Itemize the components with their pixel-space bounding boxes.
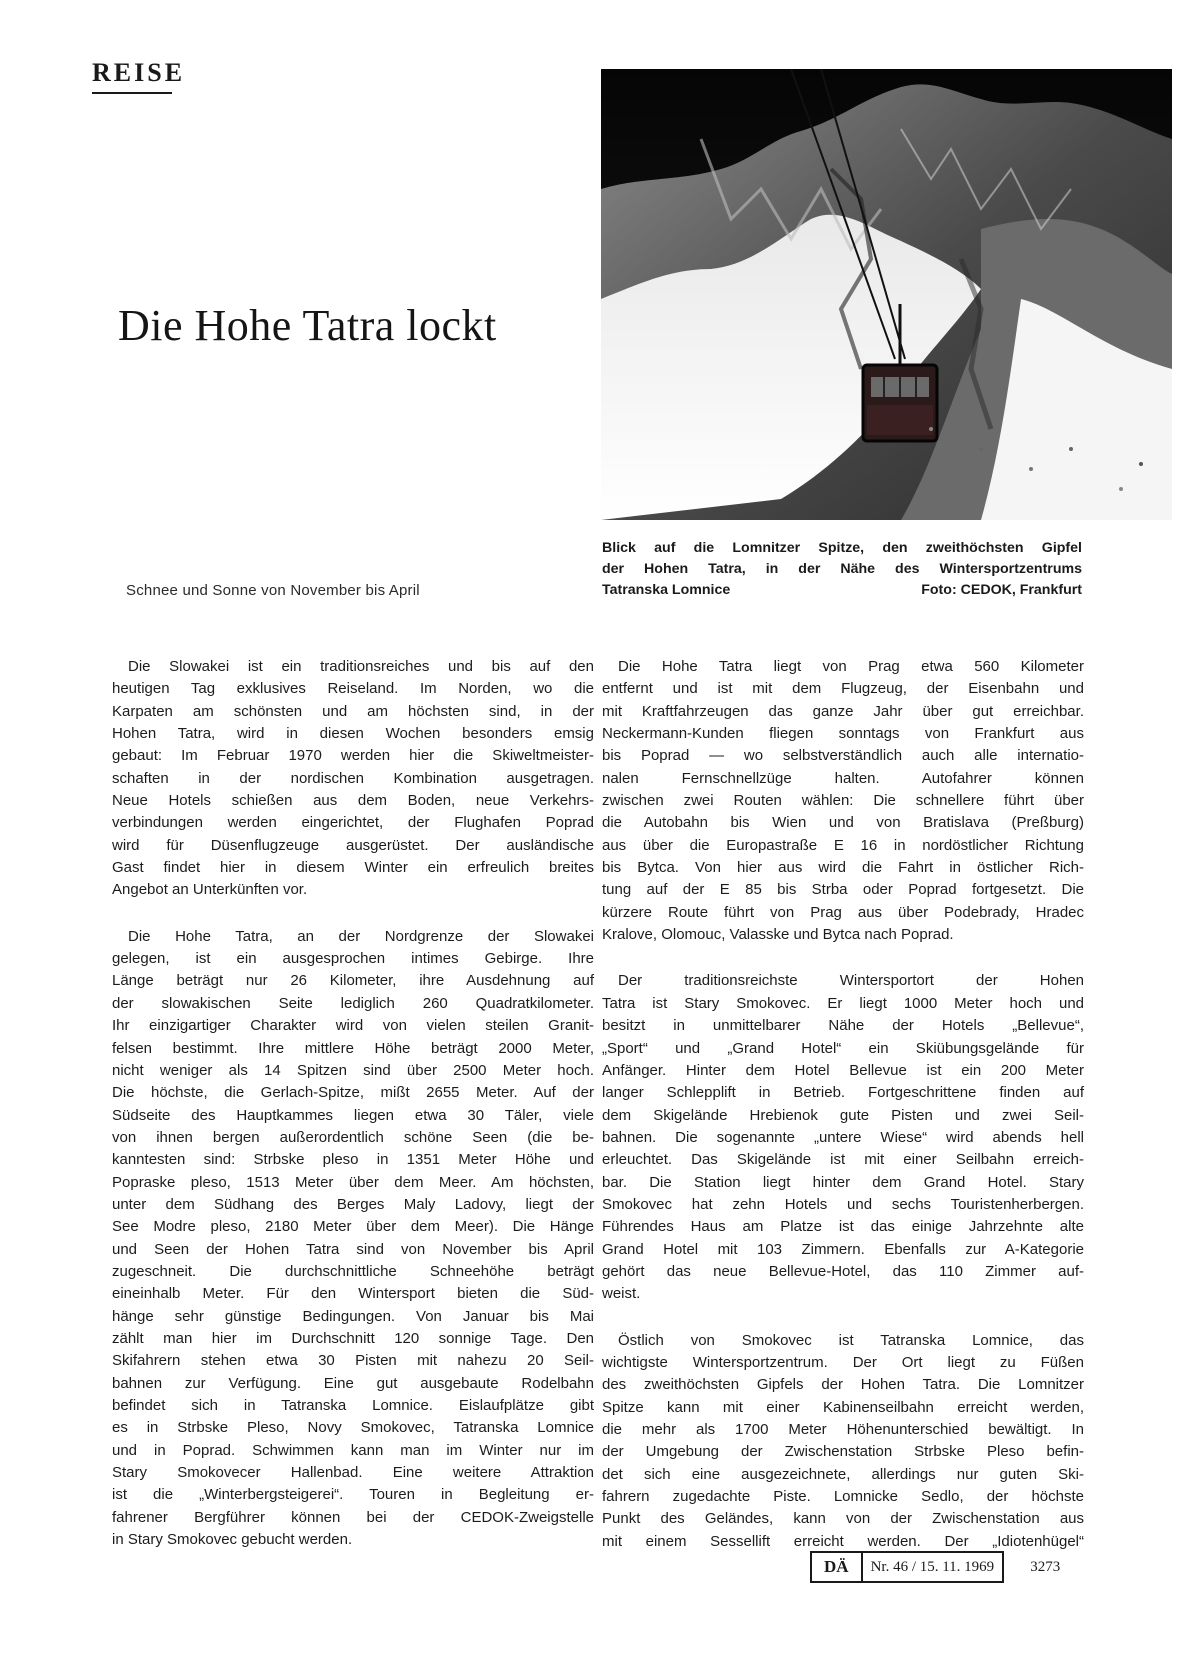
section-rule: [92, 92, 172, 94]
text-line: nalen Fernschnellzüge halten. Autofahrer können: [602, 769, 1084, 787]
text-line: Der traditionsreichste Wintersportort der Hohen: [618, 972, 1084, 990]
text-line: Die Slowakei ist ein traditionsreiches und bis auf den: [128, 658, 594, 675]
text-line: bar. Die Station liegt hinter dem Grand Hotel. Stary: [602, 1173, 1084, 1191]
text-line: gebaut: Im Februar 1970 werden hier die Skiweltmeister-: [112, 747, 594, 765]
right-column: [602, 656, 1084, 1553]
text-line: nicht weniger als 14 Spitzen sind über 2500 Meter hoch.: [112, 1061, 594, 1079]
text-line: weist.: [602, 1285, 641, 1303]
journal-logo: DÄ: [812, 1553, 863, 1581]
text-line: Die Hohe Tatra liegt von Prag etwa 560 Kilometer: [618, 658, 1084, 675]
text-line: entfernt und ist mit dem Flugzeug, der Eisenbahn und: [602, 680, 1084, 698]
text-line: unter dem Südhang des Berges Maly Ladovy, liegt der: [112, 1195, 594, 1213]
paragraph: [602, 1330, 1084, 1553]
section-label: REISE: [92, 58, 186, 87]
subheadline: Schnee und Sonne von November bis April: [126, 582, 420, 599]
text-line: Führendes Haus am Platze ist das einige Jahrzehnte alte: [602, 1218, 1084, 1236]
caption-line: Blick auf die Lomnitzer Spitze, den zweithöchsten Gipfel: [602, 540, 1082, 556]
paragraph: [602, 656, 1084, 946]
text-line: fahrener Bergführer können bei der CEDOK-Zweigstelle: [112, 1508, 594, 1526]
text-line: Hohen Tatra, wird in diesen Wochen besonders emsig: [112, 725, 594, 743]
text-line: verbindungen werden eingerichtet, der Flughafen Poprad: [112, 814, 594, 832]
text-line: fahrern zugedachte Piste. Lomnicke Sedlo, der höchste: [602, 1488, 1084, 1506]
text-line: mit einem Sessellift erreicht werden. Der „Idiotenhügel“: [602, 1532, 1084, 1550]
text-line: Gast findet hier in diesem Winter ein erfreulich breites: [112, 859, 594, 877]
text-line: tung auf der E 85 bis Strba oder Poprad fortgesetzt. Die: [602, 881, 1084, 899]
text-line: Südseite des Hauptkammes liegen etwa 30 Täler, viele: [112, 1106, 594, 1124]
text-line: bis Bytca. Von hier aus wird die Fahrt in östlicher Rich-: [602, 859, 1084, 877]
text-line: kanntesten sind: Strbske pleso in 1351 Meter Höhe und: [112, 1151, 594, 1169]
text-line: erleuchtet. Das Skigelände ist mit einer Seilbahn erreich-: [602, 1151, 1084, 1169]
text-line: hänge sehr günstige Bedingungen. Von Januar bis Mai: [112, 1307, 594, 1325]
text-line: Anfänger. Hinter dem Hotel Bellevue ist ein 200 Meter: [602, 1061, 1084, 1079]
text-line: befindet sich in Tatranska Lomnice. Eislaufplätze gibt: [112, 1397, 594, 1414]
issue-number: Nr. 46 / 15. 11. 1969: [870, 1558, 995, 1575]
caption-last-line: [602, 580, 1082, 601]
text-line: det sich eine ausgezeichnete, allerdings nur guten Ski-: [602, 1465, 1084, 1483]
photo-credit: Foto: CEDOK, Frankfurt: [921, 582, 1082, 598]
text-line: zwischen zwei Routen wählen: Die schnellere führt über: [602, 792, 1084, 810]
text-line: die mehr als 1700 Meter Höhenunterschied bewältigt. In: [602, 1421, 1084, 1438]
text-line: wird für Düsenflugzeuge ausgerüstet. Der ausländische: [112, 836, 594, 854]
caption-line: der Hohen Tatra, in der Nähe des Wintersportzentrums: [602, 561, 1082, 577]
paragraph: [112, 656, 594, 902]
text-line: ist die „Winterbergsteigerei“. Touren in Begleitung er-: [112, 1486, 594, 1504]
caption-location: Tatranska Lomnice: [602, 582, 731, 598]
text-line: Angebot an Unterkünften vor.: [112, 881, 308, 899]
text-line: gelegen, ist ein ausgesprochen intimes Gebirge. Ihre: [112, 950, 594, 968]
text-line: des zweithöchsten Gipfels der Hohen Tatra. Die Lomnitzer: [602, 1376, 1084, 1394]
text-line: gehört das neue Bellevue-Hotel, das 110 Zimmer auf-: [602, 1262, 1084, 1280]
text-line: schaften in der nordischen Kombination ausgetragen.: [112, 769, 594, 787]
text-line: zugeschneit. Die durchschnittliche Schneehöhe beträgt: [112, 1262, 594, 1280]
text-line: Skifahrern stehen etwa 30 Pisten mit nahezu 20 Seil-: [112, 1352, 594, 1370]
text-line: See Modre pleso, 2180 Meter über dem Meer). Die Hänge: [112, 1218, 594, 1236]
paragraph: [112, 926, 594, 1552]
text-line: Karpaten am schönsten und am höchsten sind, in der: [112, 702, 594, 720]
text-line: Ihr einzigartiger Charakter wird von vielen steilen Granit-: [112, 1017, 594, 1035]
text-line: in Stary Smokovec gebucht werden.: [112, 1531, 353, 1549]
text-line: Neckermann-Kunden fliegen sonntags von Frankfurt aus: [602, 725, 1084, 743]
text-line: Kralove, Olomouc, Valasske und Bytca nach Poprad.: [602, 926, 954, 944]
text-line: Östlich von Smokovec ist Tatranska Lomnice, das: [618, 1331, 1084, 1349]
text-line: Popraske pleso, 1513 Meter über dem Meer. Am höchsten,: [112, 1173, 594, 1191]
text-line: Stary Smokovecer Hallenbad. Eine weitere Attraktion: [112, 1464, 594, 1482]
text-line: Punkt des Geländes, kann von der Zwischenstation aus: [602, 1510, 1084, 1528]
text-line: von ihnen bergen außerordentlich schöne Seen (die be-: [112, 1128, 594, 1146]
text-line: Smokovec hat zehn Hotels und sechs Touristenherbergen.: [602, 1195, 1084, 1213]
page-footer: [810, 1551, 1060, 1583]
text-line: der Umgebung der Zwischenstation Strbske Pleso befin-: [602, 1443, 1084, 1461]
text-line: Die höchste, die Gerlach-Spitze, mißt 2655 Meter. Auf der: [112, 1084, 594, 1102]
cable-car-photo: [601, 69, 1172, 520]
text-line: es in Strbske Pleso, Novy Smokovec, Tatranska Lomnice: [112, 1419, 594, 1437]
text-line: Grand Hotel mit 103 Zimmern. Ebenfalls zur A-Kategorie: [602, 1240, 1084, 1258]
text-line: felsen bestimmt. Ihre mittlere Höhe beträgt 2000 Meter,: [112, 1039, 594, 1057]
text-line: eineinhalb Meter. Für den Wintersport bieten die Süd-: [112, 1285, 594, 1303]
paragraph: [602, 970, 1084, 1305]
left-column: [112, 656, 594, 1551]
headline: Die Hohe Tatra lockt: [118, 301, 497, 350]
text-line: langer Schlepplift in Betrieb. Fortgeschrittene finden auf: [602, 1084, 1084, 1102]
text-line: mit Kraftfahrzeugen das ganze Jahr über gut erreichbar.: [602, 702, 1084, 720]
photo-caption: [602, 538, 1082, 601]
issue-box: [810, 1551, 1004, 1583]
text-line: kürzere Route führt von Prag aus über Podebrady, Hradec: [602, 903, 1084, 921]
page-number: 3273: [1030, 1558, 1061, 1575]
text-line: zählt man hier im Durchschnitt 120 sonnige Tage. Den: [112, 1329, 594, 1347]
text-line: und in Poprad. Schwimmen kann man im Winter nur im: [112, 1441, 594, 1459]
text-line: bahnen. Die sogenannte „untere Wiese“ wird abends hell: [602, 1128, 1084, 1146]
text-line: heutigen Tag exklusives Reiseland. Im Norden, wo die: [112, 680, 594, 698]
text-line: die Autobahn bis Wien und von Bratislava (Preßburg): [602, 814, 1084, 832]
text-line: Die Hohe Tatra, an der Nordgrenze der Slowakei: [128, 927, 594, 945]
text-line: „Sport“ und „Grand Hotel“ ein Skiübungsgelände für: [602, 1039, 1084, 1057]
text-line: bahnen zur Verfügung. Eine gut ausgebaute Rodelbahn: [112, 1374, 594, 1392]
text-line: Neue Hotels schießen aus dem Boden, neue Verkehrs-: [112, 792, 594, 810]
text-line: dem Skigelände Hrebienok gute Pisten und zwei Seil-: [602, 1106, 1084, 1124]
text-line: Länge beträgt nur 26 Kilometer, ihre Ausdehnung auf: [112, 972, 594, 990]
text-line: wichtigste Wintersportzentrum. Der Ort liegt zu Füßen: [602, 1353, 1084, 1371]
text-line: besitzt in unmittelbarer Nähe der Hotels „Bellevue“,: [602, 1017, 1084, 1035]
text-line: aus über die Europastraße E 16 in nordöstlicher Richtung: [602, 836, 1084, 854]
text-line: bis Poprad — wo selbstverständlich auch alle internatio-: [602, 747, 1084, 765]
text-line: Spitze kann mit einer Kabinenseilbahn erreicht werden,: [602, 1398, 1084, 1416]
text-line: der slowakischen Seite lediglich 260 Quadratkilometer.: [112, 994, 594, 1012]
text-line: Tatra ist Stary Smokovec. Er liegt 1000 Meter hoch und: [602, 994, 1084, 1012]
text-line: und Seen der Hohen Tatra sind von November bis April: [112, 1240, 594, 1258]
